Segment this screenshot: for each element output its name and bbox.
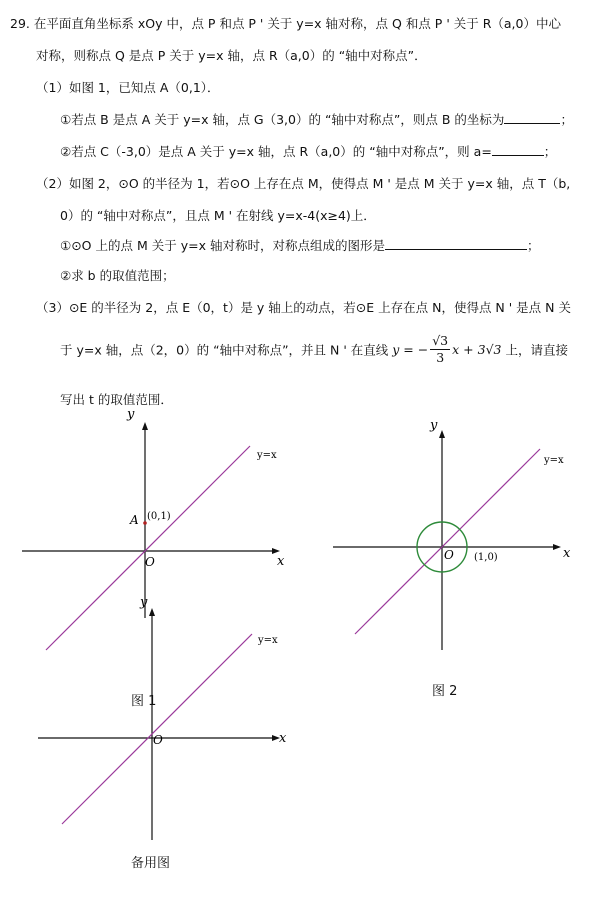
- figure3: [38, 595, 287, 840]
- intro-text-1: 在平面直角坐标系 xOy 中，点 P 和点 P ' 关于 y=x 轴对称，点 Q 和点 P ' 关于 R（a,0）中心: [33, 16, 561, 31]
- figure2-line-y-eq-x: [355, 449, 540, 634]
- equation-fraction: $\frac{√3}{3}$: [432, 333, 449, 365]
- figure3-line-label: y=x: [258, 635, 278, 646]
- figure1-x-label: x: [277, 554, 285, 569]
- part3-line2: 于 y=x 轴，点（2，0）的 “轴中对称点”，并且 N ' 在直线 y = − $\frac{√3}{3}$ x + 3√3 上，请直接: [60, 333, 568, 365]
- problem-number: 29.: [10, 16, 30, 31]
- figure1-y-arrow: [142, 422, 148, 430]
- figure1-line-label: y=x: [257, 450, 277, 461]
- figure2-y-label: y: [430, 418, 438, 433]
- figure2-caption: 图 2: [432, 684, 458, 699]
- figure3-caption: 备用图: [131, 856, 171, 871]
- figure1-point-label: A: [130, 513, 139, 527]
- equation-rest: x + 3√3: [452, 342, 502, 357]
- intro-text-2: 对称，则称点 Q 是点 P 关于 y=x 轴，点 R（a,0）的 “轴中对称点”．: [36, 48, 427, 63]
- figure2-origin-label: O: [444, 548, 454, 562]
- figure3-x-label: x: [279, 731, 287, 746]
- figure3-line-y-eq-x: [62, 634, 252, 824]
- figure1-caption: 图 1: [131, 694, 157, 709]
- part2-question1: ①⊙O 上的点 M 关于 y=x 轴对称时，对称点组成的图形是 ；: [60, 238, 540, 253]
- figure2-point-coord: (1,0): [474, 552, 498, 563]
- figure1-point-coord: (0,1): [147, 511, 171, 522]
- figure1-y-label: y: [127, 407, 135, 422]
- part1-question1: ①若点 B 是点 A 关于 y=x 轴，点 G（3,0）的 “轴中对称点”，则点 B 的坐标为 ；: [60, 112, 573, 127]
- figure2-y-arrow: [439, 430, 445, 438]
- figure2: [333, 418, 571, 650]
- part3-line3: 写出 t 的取值范围．: [60, 392, 173, 407]
- part2-line1: （2）如图 2，⊙O 的半径为 1，若⊙O 上存在点 M，使得点 M ' 是点 M 关于 y=x 轴，点 T（b,: [36, 176, 571, 191]
- figure3-origin-label: O: [153, 733, 163, 747]
- part1-heading: （1）如图 1，已知点 A（0,1）．: [36, 80, 220, 95]
- part2-line2: 0）的 “轴中对称点”，且点 M ' 在射线 y=x-4(x≥4)上．: [60, 208, 376, 223]
- figure2-line-label: y=x: [544, 455, 564, 466]
- part1-question2: ②若点 C（-3,0）是点 A 关于 y=x 轴，点 R（a,0）的 “轴中对称点”，则 a= ；: [60, 144, 557, 159]
- figure1-origin-label: O: [145, 555, 155, 569]
- figure1-line-y-eq-x: [46, 446, 250, 650]
- figure3-y-arrow: [149, 608, 155, 616]
- figure2-x-label: x: [563, 546, 571, 561]
- figure2-x-arrow: [553, 544, 561, 550]
- equation-y: y: [392, 342, 400, 357]
- part2-question2: ②求 b 的取值范围；: [60, 268, 175, 283]
- figure3-y-label: y: [140, 595, 148, 610]
- part3-line1: （3）⊙E 的半径为 2，点 E（0，t）是 y 轴上的动点，若⊙E 上存在点 N，使得点 N ' 是点 N 关: [36, 300, 571, 315]
